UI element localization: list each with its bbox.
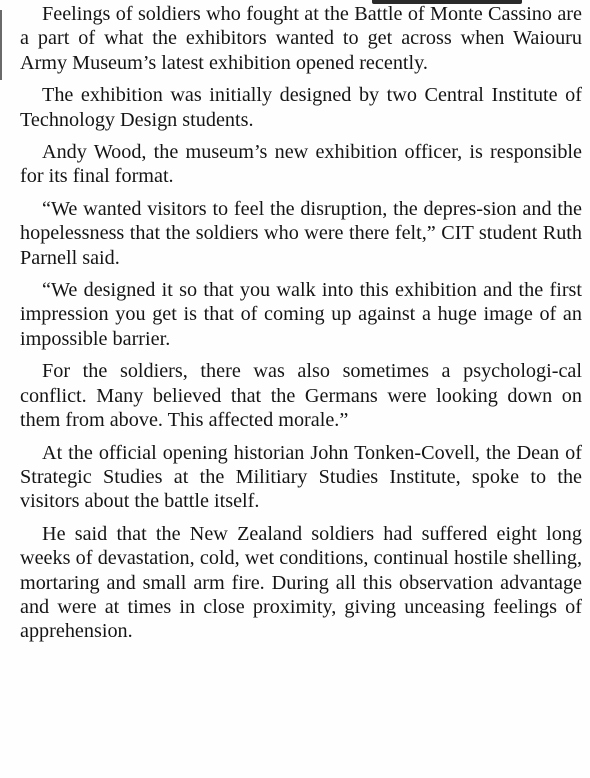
paragraph-1: Feelings of soldiers who fought at the Battle of Monte Cassino are a part of what the exhibitors wanted to get across when Waiouru Army Museum’s latest exhibition opened recently. (20, 3, 582, 74)
paragraph-8: He said that the New Zealand soldiers had suffered eight long weeks of devastation, cold, wet conditions, continual hostile shelling, mortaring and small arm fire. During all this observation advantage and were at times in close proximity, giving unceasing feelings of apprehension. (20, 522, 582, 643)
paragraph-4: “We wanted visitors to feel the disruption, the depres-sion and the hopelessness that the soldiers who were there felt,” CIT student Ruth Parnell said. (20, 197, 582, 269)
paragraph-6: For the soldiers, there was also sometimes a psychologi-cal conflict. Many believed that the Germans were looking down on them from above. This affected morale.” (20, 360, 582, 432)
column-rule (0, 10, 2, 80)
paragraph-7: At the official opening historian John Tonken-Covell, the Dean of Strategic Studies at the Militiary Studies Institute, spoke to the visitors about the battle itself. (20, 441, 582, 513)
paragraph-2: The exhibition was initially designed by two Central Institute of Technology Design students. (20, 84, 582, 131)
paragraph-5: “We designed it so that you walk into this exhibition and the first impression you get is that of coming up against a huge image of an impossible barrier. (20, 279, 582, 350)
article-body (20, 2, 582, 652)
paragraph-3: Andy Wood, the museum’s new exhibition officer, is responsible for its final format. (20, 141, 582, 188)
